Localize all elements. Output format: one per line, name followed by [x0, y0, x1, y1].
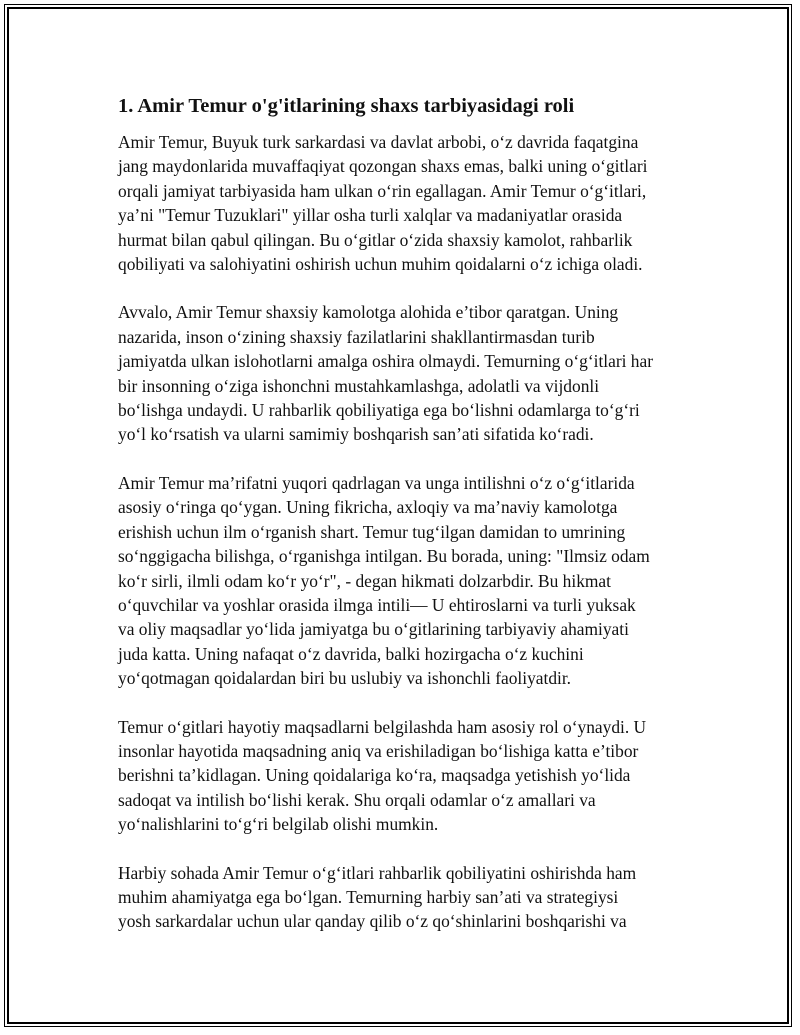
text-line: Harbiy sohada Amir Temur o‘g‘itlari rahbarlik qobiliyatini oshirishda ham — [118, 862, 637, 883]
text-line: Temur o‘gitlari hayotiy maqsadlarni belgilashda ham asosiy rol o‘ynaydi. U — [118, 716, 647, 737]
paragraph-list — [118, 130, 698, 934]
section-heading: 1. Amir Temur o'g'itlarining shaxs tarbiyasidagi roli — [118, 95, 575, 117]
text-line: bir insonning o‘ziga ishonchni mustahkamlashga, adolatli va vijdonli — [118, 375, 600, 396]
paragraph — [118, 130, 698, 276]
paragraph — [118, 715, 698, 837]
text-line: jang maydonlarida muvaffaqiyat qozongan shaxs emas, balki uning o‘gitlari — [118, 156, 648, 177]
text-line: yo‘l ko‘rsatish va ularni samimiy boshqarish san’ati sifatida ko‘radi. — [118, 424, 594, 445]
text-line: jamiyatda ulkan islohotlarni amalga oshira olmaydi. Temurning o‘g‘itlari har — [118, 351, 654, 372]
text-line: Amir Temur, Buyuk turk sarkardasi va davlat arbobi, o‘z davrida faqatgina — [118, 132, 639, 152]
text-line: erishish uchun ilm o‘rganish shart. Temur tug‘ilgan damidan to umrining — [118, 521, 626, 542]
text-line: nazarida, inson o‘zining shaxsiy fazilatlarini shakllantirmasdan turib — [118, 326, 595, 347]
text-line: yosh sarkardalar uchun ular qanday qilib o‘z qo‘shinlarini boshqarishi va — [118, 911, 627, 932]
text-line: yo‘qotmagan qoidalardan biri bu uslubiy va ishonchli faoliyatdir. — [118, 668, 572, 689]
text-line: ko‘r sirli, ilmli odam ko‘r yo‘r", - degan hikmati dolzarbdir. Bu hikmat — [118, 570, 611, 591]
text-line: o‘quvchilar va yoshlar orasida ilmga intili— U ehtiroslarni va turli yuksak — [118, 594, 636, 615]
text-line: va oliy maqsadlar yo‘lida jamiyatga bu o‘gitlarining tarbiyaviy ahamiyati — [118, 619, 629, 640]
text-line: yo‘nalishlarini to‘g‘ri belgilab olishi mumkin. — [118, 814, 439, 835]
text-line: bo‘lishga undaydi. U rahbarlik qobiliyatiga ega bo‘lishni odamlarga to‘g‘ri — [118, 400, 640, 421]
text-line: hurmat bilan qabul qilingan. Bu o‘gitlar o‘zida shaxsiy kamolot, rahbarlik — [118, 229, 633, 250]
text-line: Avvalo, Amir Temur shaxsiy kamolotga alohida e’tibor qaratgan. Uning — [118, 302, 619, 323]
document-body — [118, 92, 698, 958]
text-line: insonlar hayotida maqsadning aniq va erishiladigan bo‘lishiga katta e’tibor — [118, 740, 639, 761]
text-line: ya’ni "Temur Tuzuklari" yillar osha turli xalqlar va madaniyatlar orasida — [118, 205, 623, 226]
text-line: sadoqat va intilish bo‘lishi kerak. Shu orqali odamlar o‘z amallari va — [118, 789, 596, 810]
text-line: juda katta. Uning nafaqat o‘z davrida, balki hozirgacha o‘z kuchini — [118, 643, 584, 664]
text-line: muhim ahamiyatga ega bo‘lgan. Temurning harbiy san’ati va strategiysi — [118, 886, 619, 907]
text-line: qobiliyati va salohiyatini oshirish uchun muhim qoidalarni o‘z ichiga oladi. — [118, 254, 643, 275]
text-line: so‘nggigacha bilishga, o‘rganishga intilgan. Bu borada, uning: "Ilmsiz odam — [118, 546, 650, 567]
text-line: orqali jamiyat tarbiyasida ham ulkan o‘rin egallagan. Amir Temur o‘g‘itlari, — [118, 180, 647, 201]
text-line: berishni ta’kidlagan. Uning qoidalariga ko‘ra, maqsadga yetishish yo‘lida — [118, 765, 631, 786]
text-line: asosiy o‘ringa qo‘ygan. Uning fikricha, axloqiy va ma’naviy kamolotga — [118, 497, 618, 518]
paragraph — [118, 861, 698, 934]
paragraph — [118, 300, 698, 446]
text-line: Amir Temur ma’rifatni yuqori qadrlagan va unga intilishni o‘z o‘g‘itlarida — [118, 472, 635, 493]
paragraph — [118, 471, 698, 691]
